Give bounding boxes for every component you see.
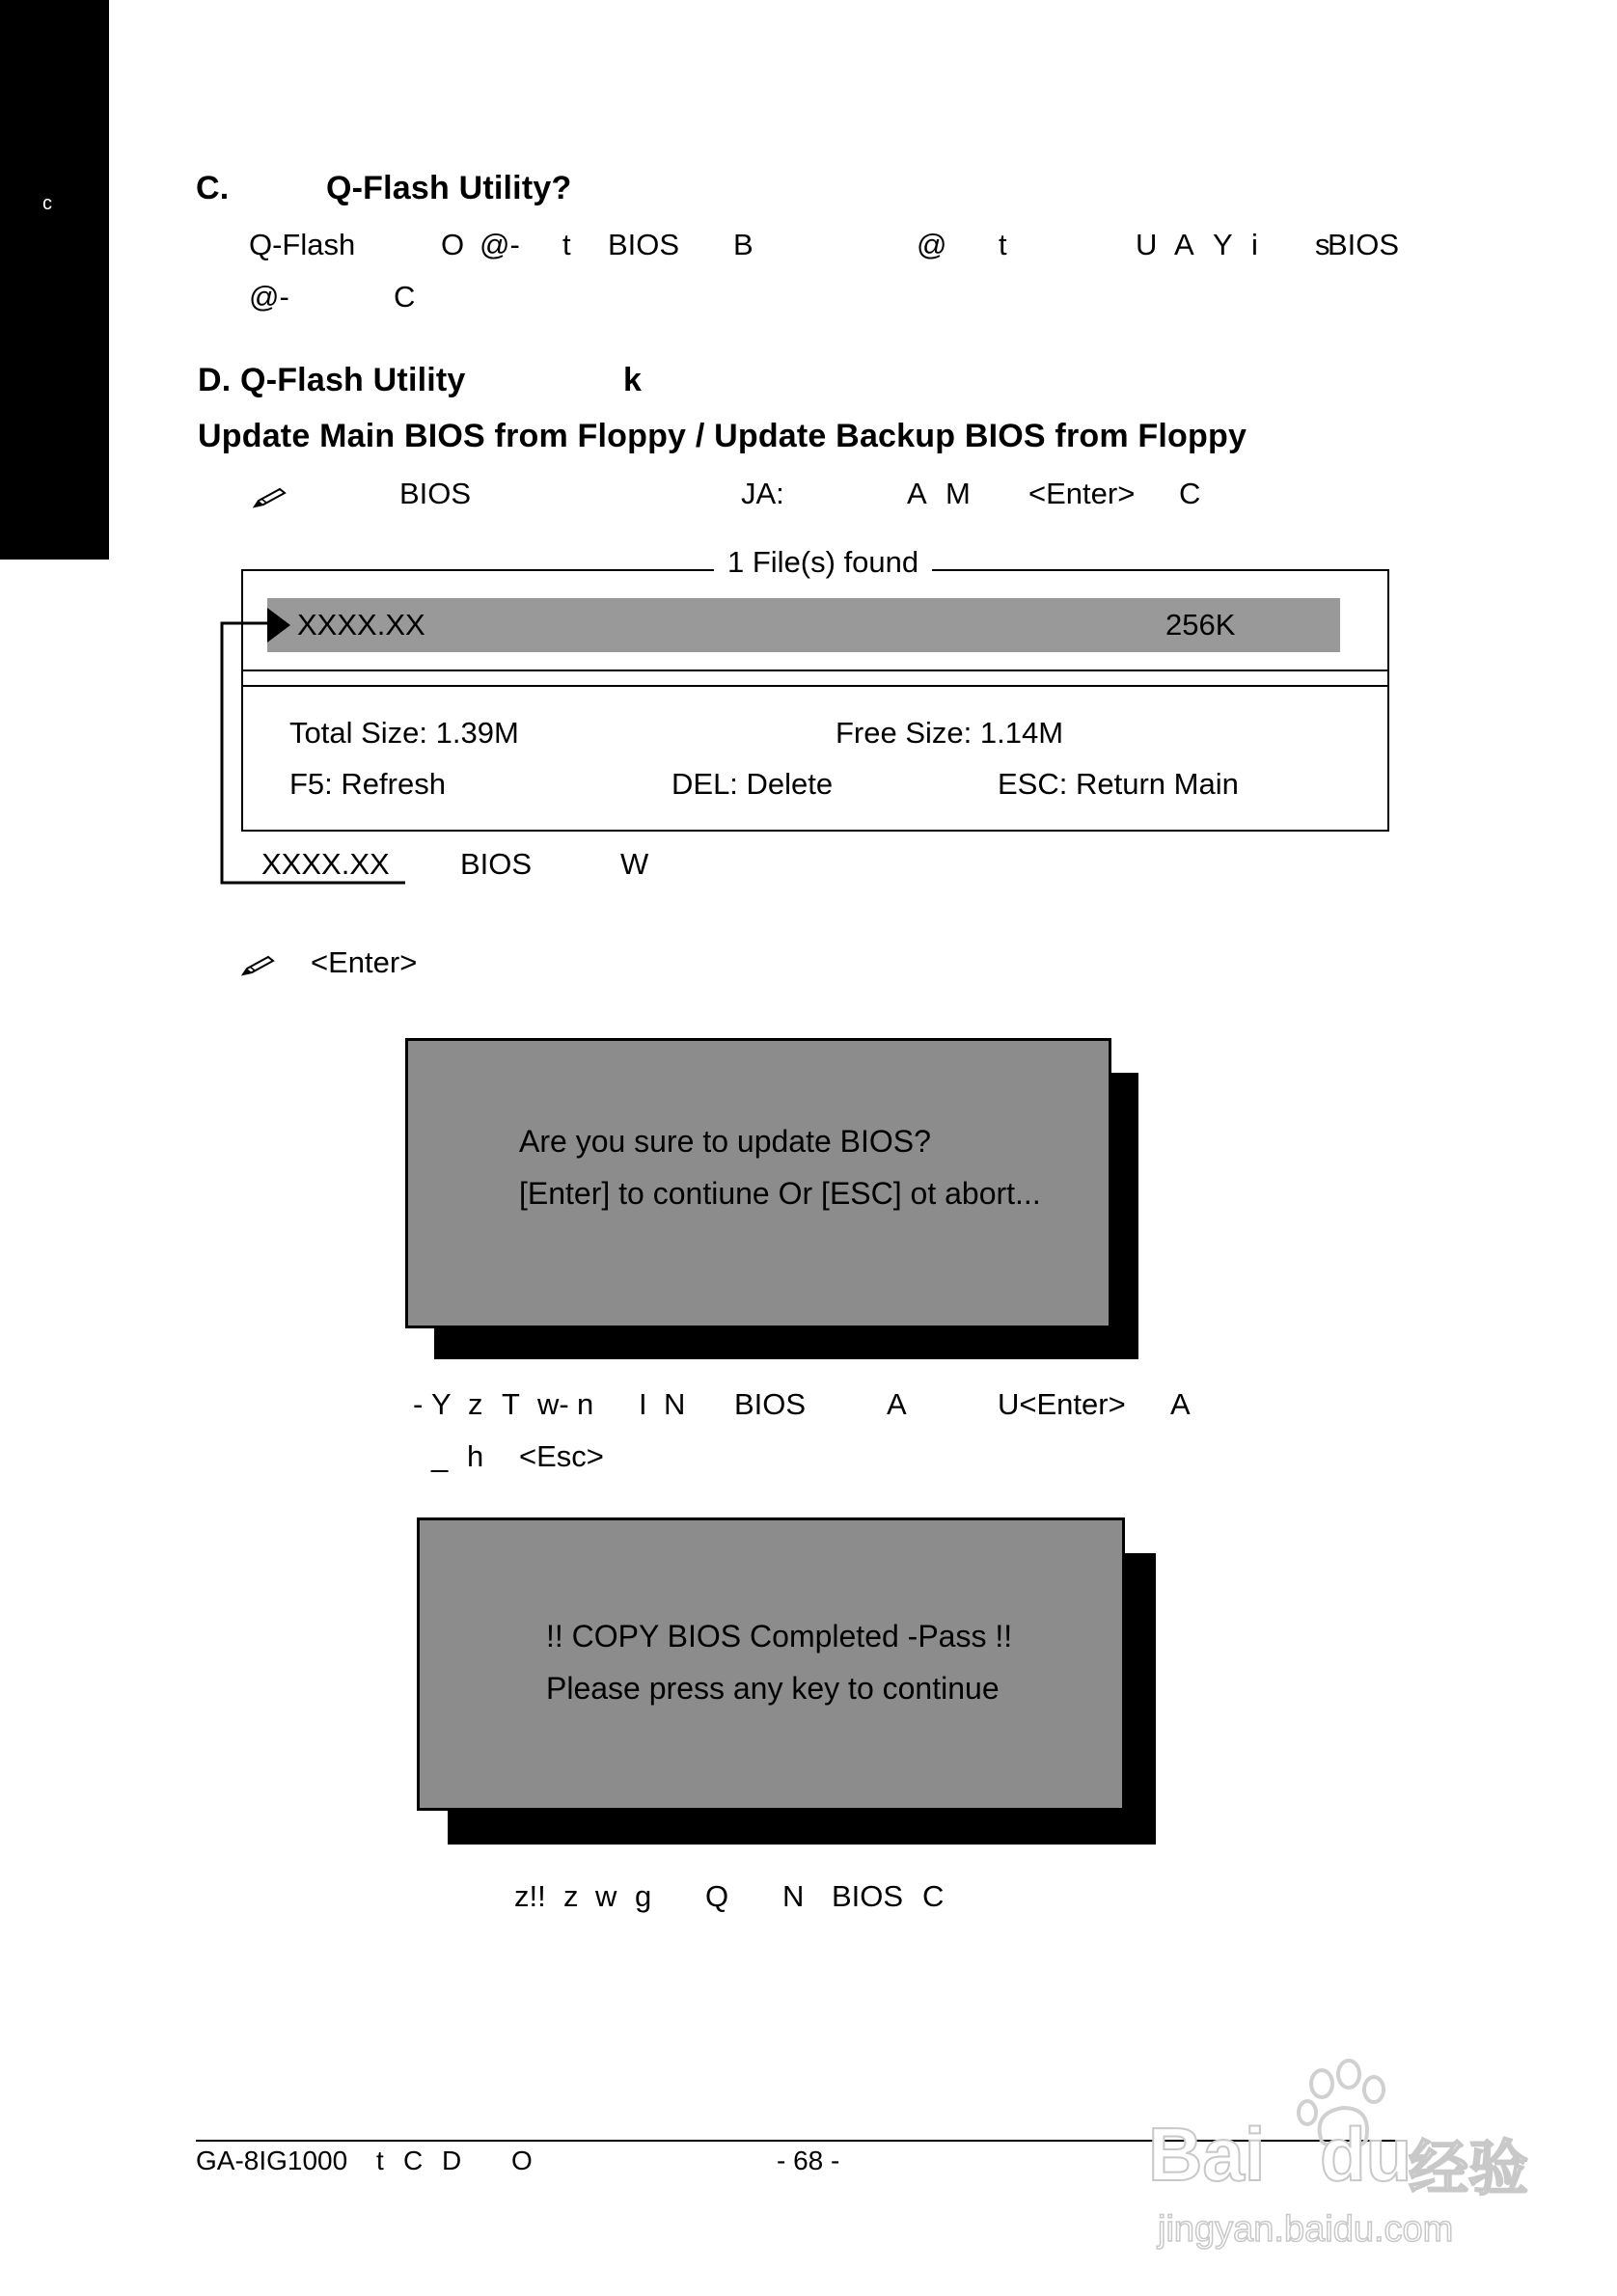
footer-model: GA-8IG1000: [196, 2146, 348, 2175]
caption-word: BIOS: [734, 1387, 807, 1421]
caption-word: N: [664, 1387, 686, 1421]
copy-complete-dialog: [417, 1517, 1125, 1811]
caption-word: w-: [537, 1387, 569, 1421]
caption-word: h: [467, 1439, 484, 1473]
panel-divider: [243, 670, 1387, 671]
footer-word: t: [376, 2146, 384, 2175]
baidu-watermark: [1148, 2055, 1534, 2286]
footer-word: O: [511, 2146, 533, 2175]
para-word: @-: [249, 280, 289, 314]
pencil-icon: [241, 955, 276, 976]
section-d-subtitle: Update Main BIOS from Floppy / Update Backup BIOS from Floppy: [198, 418, 1247, 454]
section-c-title: Q-Flash Utility?: [326, 170, 572, 206]
para-word: Y: [1213, 228, 1233, 261]
para-word: BIOS: [1328, 228, 1400, 261]
free-size: Free Size: 1.14M: [836, 716, 1064, 750]
enter-key-note: <Enter>: [311, 945, 418, 979]
caption-word: _: [431, 1439, 449, 1473]
footer-word: D: [442, 2146, 462, 2175]
para-word: Q-Flash: [249, 228, 356, 261]
complete-dialog-status: !! COPY BIOS Completed -Pass !!: [546, 1619, 1013, 1654]
caption-word: I: [639, 1387, 647, 1421]
callout-file: XXXX.XX: [261, 847, 390, 881]
para-word: U: [1136, 228, 1158, 261]
caption-word: n: [577, 1387, 594, 1421]
para-word: BIOS: [608, 228, 680, 261]
section-d-title-tail: k: [623, 362, 643, 398]
note-word: C: [1179, 477, 1201, 510]
watermark-cn: 经验: [1409, 2133, 1529, 2203]
caption-word: g: [635, 1879, 652, 1913]
para-word: i: [1251, 228, 1258, 261]
caption-word: z: [468, 1387, 483, 1421]
para-word: s: [1315, 228, 1330, 261]
caption-word: z!!: [514, 1879, 546, 1913]
footer-word: C: [403, 2146, 424, 2175]
page-number: - 68 -: [777, 2146, 840, 2175]
para-word: @-: [480, 228, 520, 261]
caption-word: A: [1170, 1387, 1191, 1421]
complete-dialog-instruction: Please press any key to continue: [546, 1671, 1000, 1706]
watermark-url: jingyan.baidu.com: [1158, 2209, 1454, 2250]
refresh-key-hint: F5: Refresh: [289, 767, 446, 801]
para-word: A: [1174, 228, 1194, 261]
note-word: JA:: [741, 477, 784, 510]
caption-word: N: [782, 1879, 805, 1913]
section-c-prefix: C.: [196, 170, 230, 206]
confirm-dialog-instruction: [Enter] to contiune Or [ESC] ot abort...: [519, 1176, 1041, 1211]
caption-word: Q: [705, 1879, 729, 1913]
total-size: Total Size: 1.39M: [289, 716, 519, 750]
para-word: @: [917, 228, 947, 261]
note-word: M: [946, 477, 971, 510]
file-name: XXXX.XX: [297, 608, 425, 642]
delete-key-hint: DEL: Delete: [671, 767, 834, 801]
callout-w: W: [620, 847, 649, 881]
para-word: B: [733, 228, 754, 261]
caption-word: BIOS: [832, 1879, 904, 1913]
para-word: C: [394, 280, 416, 314]
caption-word: C: [922, 1879, 945, 1913]
watermark-brand: Bai: [1148, 2112, 1266, 2197]
return-main-key-hint: ESC: Return Main: [998, 767, 1239, 801]
chapter-tab-label: c: [42, 193, 52, 214]
para-word: t: [562, 228, 571, 261]
confirm-update-dialog: [405, 1038, 1111, 1328]
caption-word: <Esc>: [519, 1439, 604, 1473]
callout-bios: BIOS: [460, 847, 533, 881]
caption-word: A: [887, 1387, 907, 1421]
watermark-brand-suffix: du: [1320, 2112, 1412, 2197]
file-size: 256K: [1165, 608, 1236, 642]
panel-divider: [243, 685, 1387, 687]
caption-word: Y: [431, 1387, 452, 1421]
caption-word: w: [595, 1879, 617, 1913]
confirm-dialog-question: Are you sure to update BIOS?: [519, 1124, 931, 1159]
note-word: A: [907, 477, 927, 510]
caption-word: -: [413, 1387, 424, 1421]
para-word: t: [999, 228, 1007, 261]
caption-word: T: [502, 1387, 520, 1421]
para-word: O: [441, 228, 465, 261]
note-word: BIOS: [399, 477, 472, 510]
caption-word: z: [563, 1879, 579, 1913]
pencil-icon: [253, 487, 288, 508]
caption-word: U<Enter>: [998, 1387, 1126, 1421]
file-panel-title: 1 File(s) found: [714, 545, 932, 580]
section-d-title: D. Q-Flash Utility: [198, 362, 466, 398]
note-word: <Enter>: [1028, 477, 1136, 510]
chapter-tab: [0, 0, 109, 560]
